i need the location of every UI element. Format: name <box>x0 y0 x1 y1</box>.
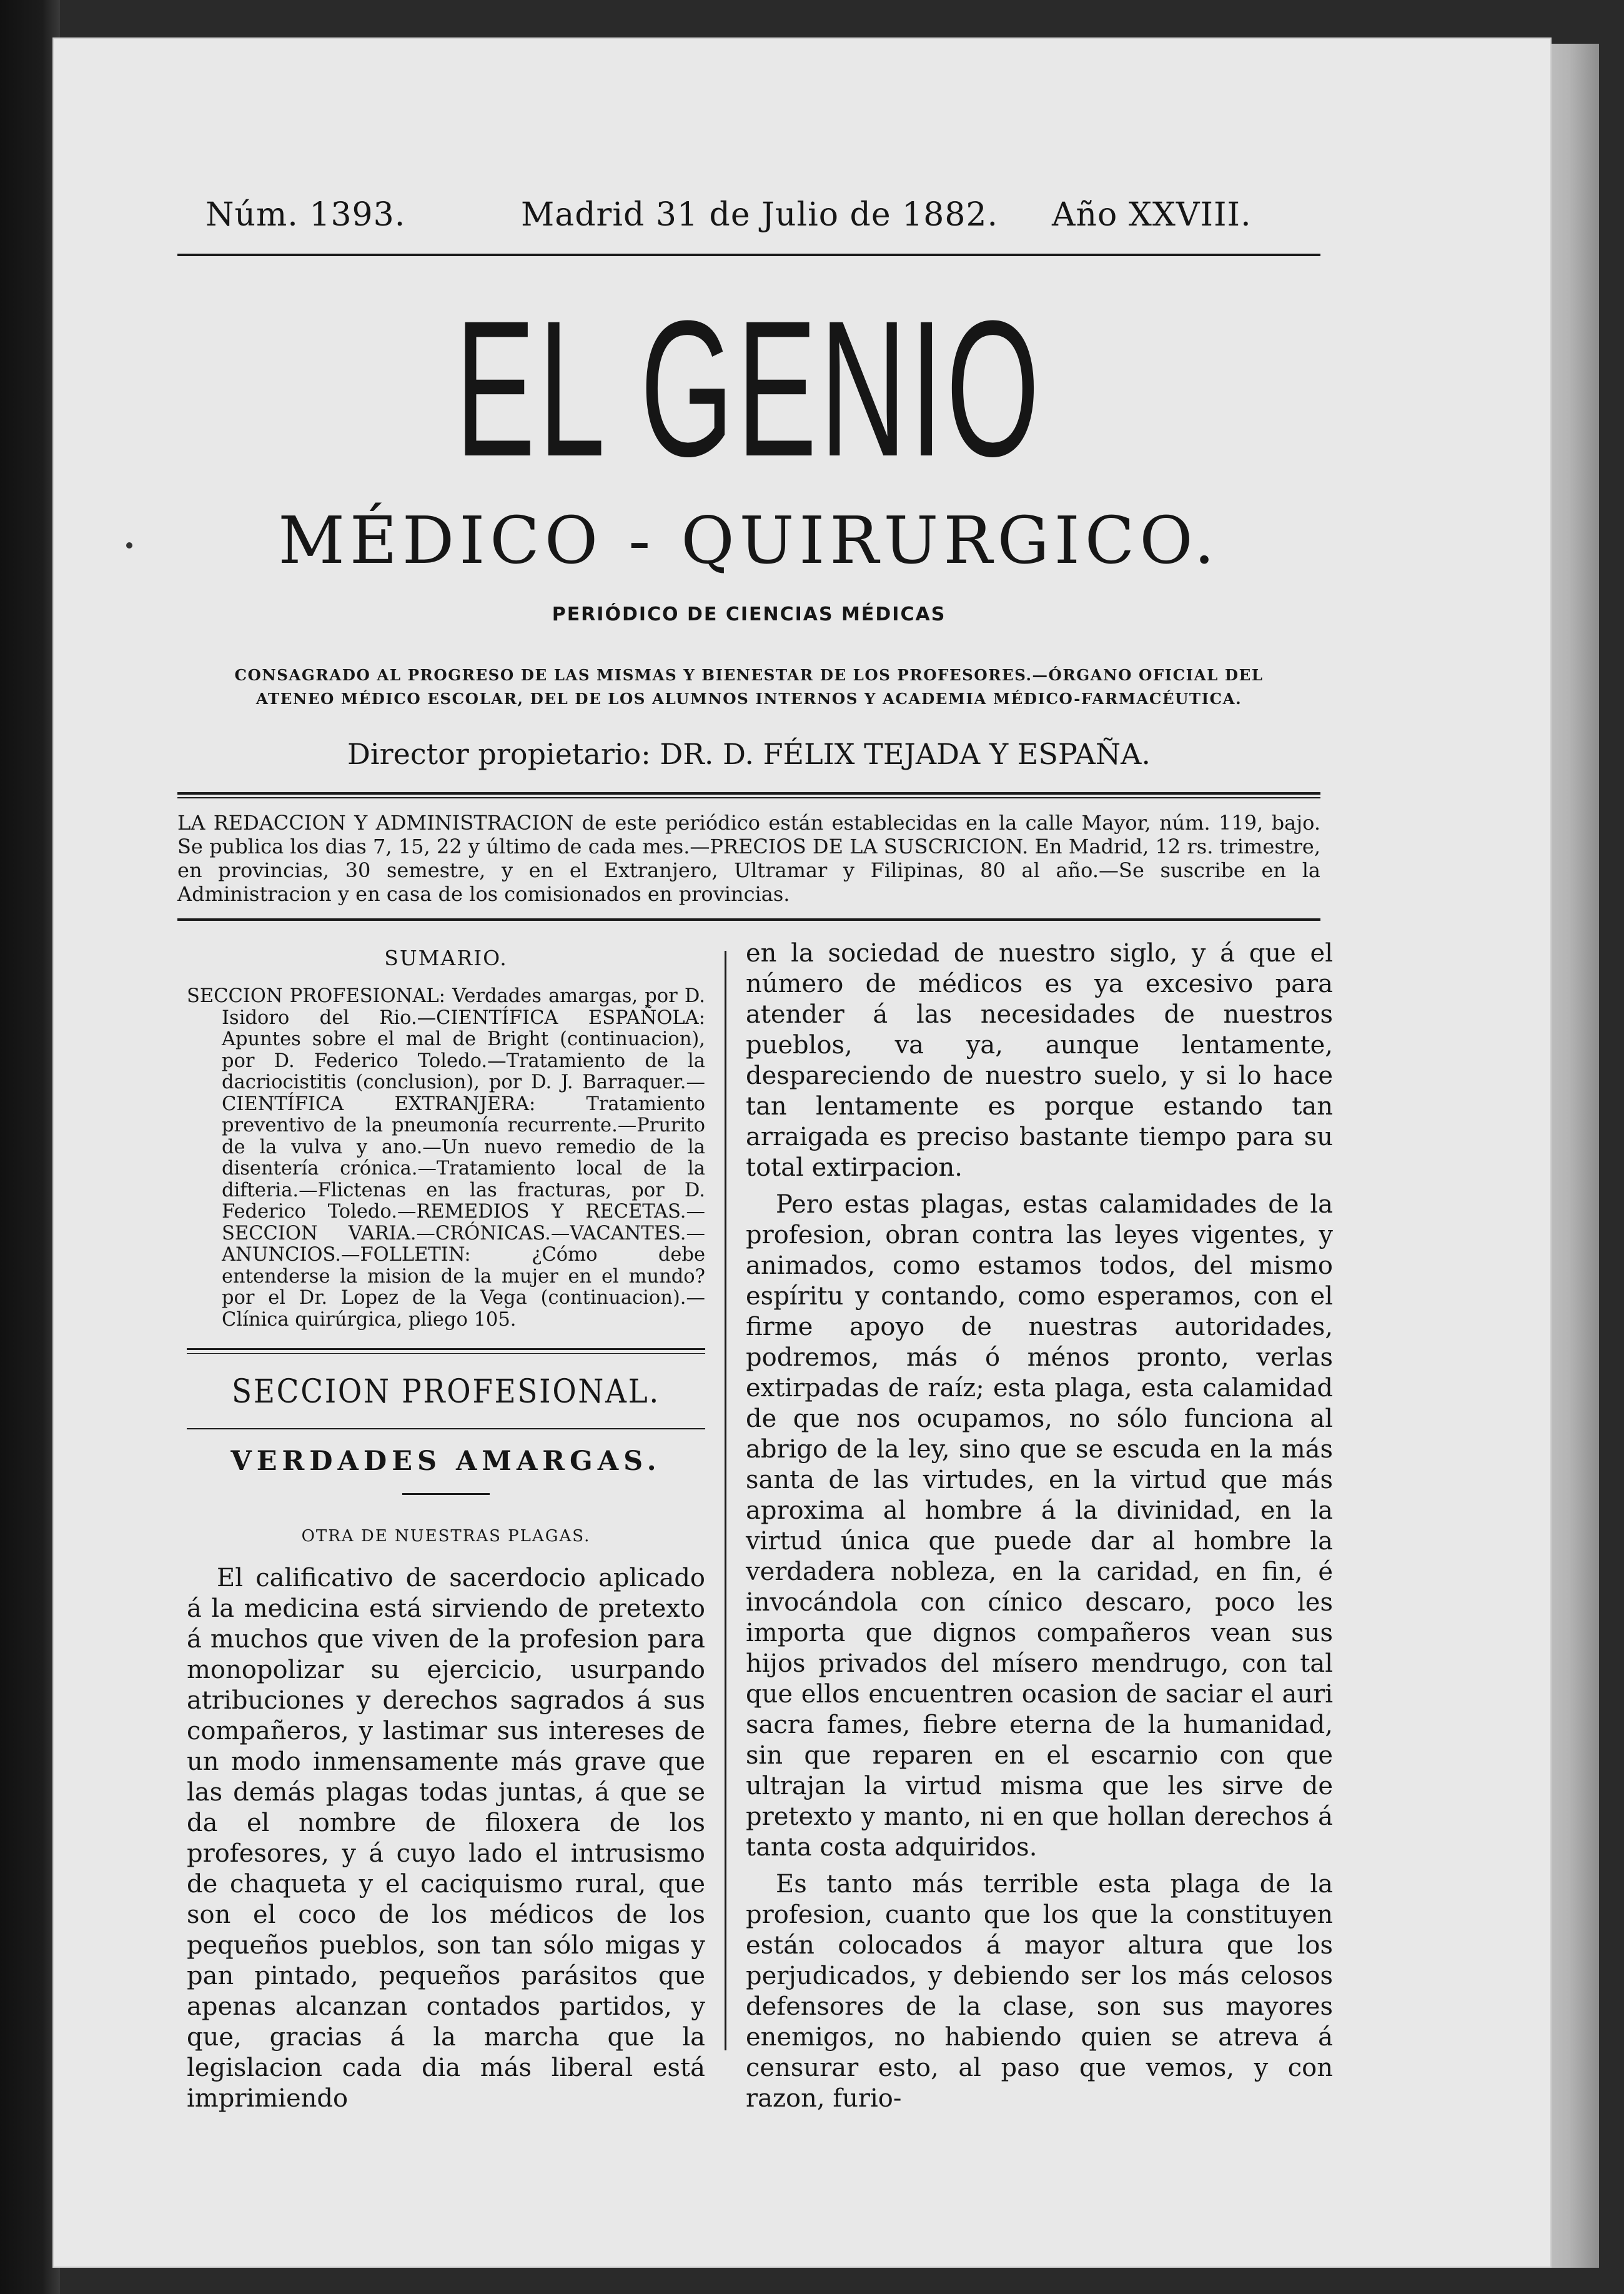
section-rule-bottom <box>187 1428 705 1429</box>
sumario-text <box>187 986 705 1331</box>
section-rule-top-thin <box>187 1353 705 1354</box>
sumario-heading: SUMARIO. <box>384 946 508 970</box>
admin-rule-bottom <box>177 918 1320 921</box>
left-column-body <box>187 1563 705 2114</box>
left-paragraph-1: El calificativo de sacerdocio aplicado á la medicina está sirviendo de pretexto á muchos que viven de la profesion para monopolizar su ejercicio, usurpando atribuciones y derechos sagrados á sus compañeros, y lastimar sus intereses de un modo inmensamente más grave que las demás plagas todas juntas, á que se da el nombre de filoxera de los profesores, y á cuyo lado el intrusismo de chaqueta y el caciquismo rural, que son el coco de los médicos de los pequeños pueblos, son tan sólo migas y pan pintado, pequeños parásitos que apenas alcanzan contados partidos, y que, gracias á la marcha que la legislacion cada dia más liberal está imprimiendo <box>187 1564 705 2113</box>
director-line: Director propietario: DR. D. FÉLIX TEJADA Y ESPAÑA. <box>347 737 1151 771</box>
masthead-tagline: PERIÓDICO DE CIENCIAS MÉDICAS <box>552 603 946 625</box>
masthead-consecration <box>196 663 1302 711</box>
right-column-body <box>746 938 1333 2114</box>
margin-dot <box>126 542 132 549</box>
issue-date: Madrid 31 de Julio de 1882. <box>521 196 999 234</box>
title-ornament-rule <box>402 1493 490 1495</box>
sumario-body: SECCION PROFESIONAL: Verdades amargas, por D. Isidoro del Rio.—CIENTÍFICA ESPAÑOLA: Apuntes sobre el mal de Bright (continuacion), por D. Federico Toledo.—Tratamiento de la dacriocistitis (conclusion), por D. J. Barraquer.—CIENTÍFICA EXTRANJERA: Tratamiento preventivo de la pneumonía recurrente.—Prurito de la vulva y ano.—Un nuevo remedio de la disentería crónica.—Tratamiento local de la difteria.—Flictenas en las fracturas, por D. Federico Toledo.—REMEDIOS Y RECETAS.—SECCION VARIA.—CRÓNICAS.—VACANTES.—ANUNCIOS.—FOLLETIN: ¿Cómo debe entenderse la mision de la mujer en el mundo? por el Dr. Lopez de la Vega (continuacion).—Clínica quirúrgica, pliego 105. <box>187 985 705 1331</box>
issue-number: Núm. 1393. <box>205 196 406 234</box>
right-paragraph-3: Es tanto más terrible esta plaga de la profesion, cuanto que los que la constituyen están colocados á mayor altura que los perjudicados, y debiendo ser los más celosos defensores de la clase, son sus mayores enemigos, no habiendo quien se atreva á censurar esto, al paso que vemos, y con razon, furio- <box>746 1870 1333 2113</box>
newspaper-page <box>52 37 1552 2268</box>
scan-binding-edge <box>0 0 60 2294</box>
masthead-subtitle: MÉDICO - QUIRURGICO. <box>278 502 1220 578</box>
masthead-title: EL GENIO <box>455 280 1043 497</box>
admin-rule-top-thin <box>177 797 1320 798</box>
admin-rule-top <box>177 792 1320 795</box>
right-paragraph-2: Pero estas plagas, estas calamidades de la profesion, obran contra las leyes vigentes, y animados, como estamos todos, del mismo espíritu y contando, como esperamos, con el firme apoyo de nuestras autoridades, podremos, más ó ménos pronto, verlas extirpadas de raíz; esta plaga, esta calamidad de que nos ocupamos, no sólo funciona al abrigo de la ley, sino que se escuda en la más santa de las virtudes, en la virtud que más aproxima al hombre á la divinidad, en la virtud única que puede dar al hombre la verdadera nobleza, en la caridad, en fin, é invocándola con cínico descaro, poco les importa que dignos compañeros vean sus hijos privados del mísero mendrugo, con tal que ellos encuentren ocasion de saciar el auri sacra fames, fiebre eterna de la humanidad, sin que reparen en el escarnio con que ultrajan la virtud misma que les sirve de pretexto y manto, ni en que hollan derechos á tanta costa adquiridos. <box>746 1190 1333 1862</box>
right-paragraph-1: en la sociedad de nuestro siglo, y á que el número de médicos es ya excesivo para atender á las necesidades de nuestros pueblos, va ya, aunque lentamente, despareciendo de nuestro suelo, y si lo hace tan lentamente es porque estando tan arraigada es preciso bastante tiempo para su total extirpacion. <box>746 939 1333 1182</box>
consecration-line-2: ATENEO MÉDICO ESCOLAR, DEL DE LOS ALUMNOS INTERNOS Y ACADEMIA MÉDICO-FARMACÉUTICA. <box>255 690 1242 708</box>
issue-year: Año XXVIII. <box>1052 196 1252 234</box>
section-rule-top <box>187 1348 705 1350</box>
consecration-line-1: CONSAGRADO AL PROGRESO DE LAS MISMAS Y BIENESTAR DE LOS PROFESORES.—ÓRGANO OFICIAL DEL <box>234 666 1264 684</box>
section-title: SECCION PROFESIONAL. <box>232 1373 660 1411</box>
article-title: VERDADES AMARGAS. <box>230 1446 661 1477</box>
header-rule <box>177 254 1320 256</box>
admin-notice: LA REDACCION Y ADMINISTRACION de este periódico están establecidas en la calle Mayor, núm. 119, bajo. Se publica los dias 7, 15, 22 y último de cada mes.—PRECIOS DE LA SUSCRICION. En Madrid, 12 rs. trimestre, en provincias, 30 semestre, y en el Extranjero, Ultramar y Filipinas, 80 al año.—Se suscribe en la Administracion y en casa de los comisionados en provincias. <box>177 811 1320 906</box>
article-subtitle: OTRA DE NUESTRAS PLAGAS. <box>301 1527 591 1546</box>
column-divider <box>725 951 726 2050</box>
